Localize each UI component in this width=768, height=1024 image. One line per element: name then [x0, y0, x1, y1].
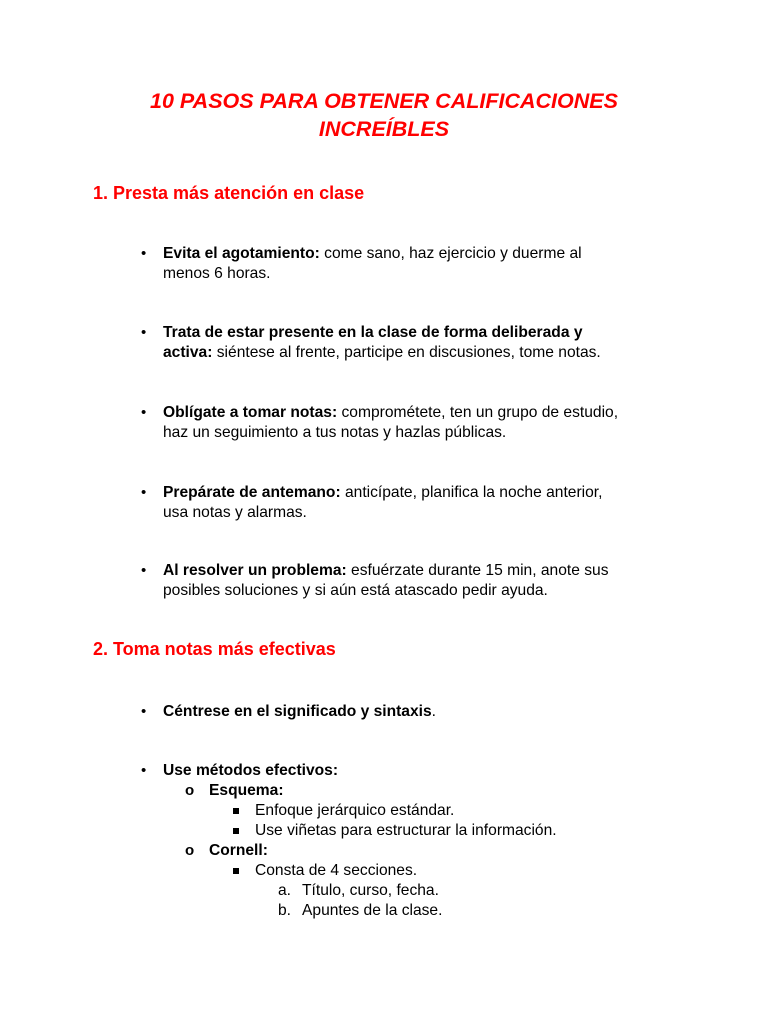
item-text: haz un seguimiento a tus notas y hazlas públicas.	[163, 423, 507, 441]
square-bullet-icon	[233, 828, 239, 834]
item-bold: Prepárate de antemano:	[163, 484, 341, 501]
section-2-heading: 2. Toma notas más efectivas	[93, 639, 336, 659]
item-text: .	[431, 703, 437, 720]
list-item	[141, 761, 723, 781]
item-text: come sano, haz ejercicio y duerme al	[319, 245, 582, 262]
list-item	[141, 403, 723, 442]
square-bullet-icon	[233, 868, 239, 874]
item-bold: Trata de estar presente en la clase de forma deliberada y	[163, 324, 583, 341]
item-bold: Evita el agotamiento:	[163, 245, 320, 262]
list-item	[141, 483, 723, 522]
item-bold: Oblígate a tomar notas:	[163, 404, 338, 421]
item-text: comprométete, ten un grupo de estudio,	[337, 404, 619, 421]
list-item	[141, 244, 723, 283]
item-text: siéntese al frente, participe en discusiones, tome notas.	[212, 343, 601, 361]
item-bold: Céntrese en el significado y sintaxis	[163, 703, 432, 720]
lettered-item	[278, 881, 439, 901]
bullet-icon: •	[141, 762, 147, 779]
title-line-1: 10 PASOS PARA OBTENER CALIFICACIONES	[150, 89, 618, 113]
item-text: menos 6 horas.	[163, 264, 271, 282]
list-item	[141, 702, 723, 722]
circle-bullet-icon: o	[185, 842, 195, 859]
subsublist-text: Use viñetas para estructurar la información.	[255, 822, 557, 839]
item-bold: Use métodos efectivos:	[163, 762, 339, 779]
item-text: usa notas y alarmas.	[163, 503, 307, 521]
letter-marker: a.	[278, 882, 292, 899]
lettered-item	[278, 901, 443, 921]
subsublist-item	[255, 861, 417, 881]
bullet-icon: •	[141, 245, 147, 262]
subsublist-item	[255, 821, 557, 841]
sublist-item-esquema	[185, 781, 284, 801]
lettered-text: Título, curso, fecha.	[302, 882, 439, 899]
item-text: esfuérzate durante 15 min, anote sus	[346, 562, 609, 579]
square-bullet-icon	[233, 808, 239, 814]
bullet-icon: •	[141, 562, 147, 579]
letter-marker: b.	[278, 902, 292, 919]
item-text: anticípate, planifica la noche anterior,	[340, 484, 603, 501]
item-bold: activa:	[163, 343, 213, 361]
list-item	[141, 561, 723, 600]
item-text: posibles soluciones y si aún está atascado pedir ayuda.	[163, 581, 548, 599]
title-line-2: INCREÍBLES	[318, 117, 450, 141]
list-item	[141, 323, 723, 362]
bullet-icon: •	[141, 484, 147, 501]
bullet-icon: •	[141, 404, 147, 421]
lettered-text: Apuntes de la clase.	[302, 902, 443, 919]
subsublist-item	[255, 801, 454, 821]
sublist-item-cornell	[185, 841, 268, 861]
item-bold: Al resolver un problema:	[163, 562, 347, 579]
sublist-label: Esquema:	[209, 782, 284, 799]
subsublist-text: Consta de 4 secciones.	[255, 862, 418, 879]
subsublist-text: Enfoque jerárquico estándar.	[255, 802, 455, 819]
section-1-heading: 1. Presta más atención en clase	[93, 183, 365, 203]
circle-bullet-icon: o	[185, 782, 195, 799]
bullet-icon: •	[141, 703, 147, 720]
sublist-label: Cornell:	[209, 842, 268, 859]
bullet-icon: •	[141, 324, 147, 341]
document-title	[60, 87, 708, 143]
